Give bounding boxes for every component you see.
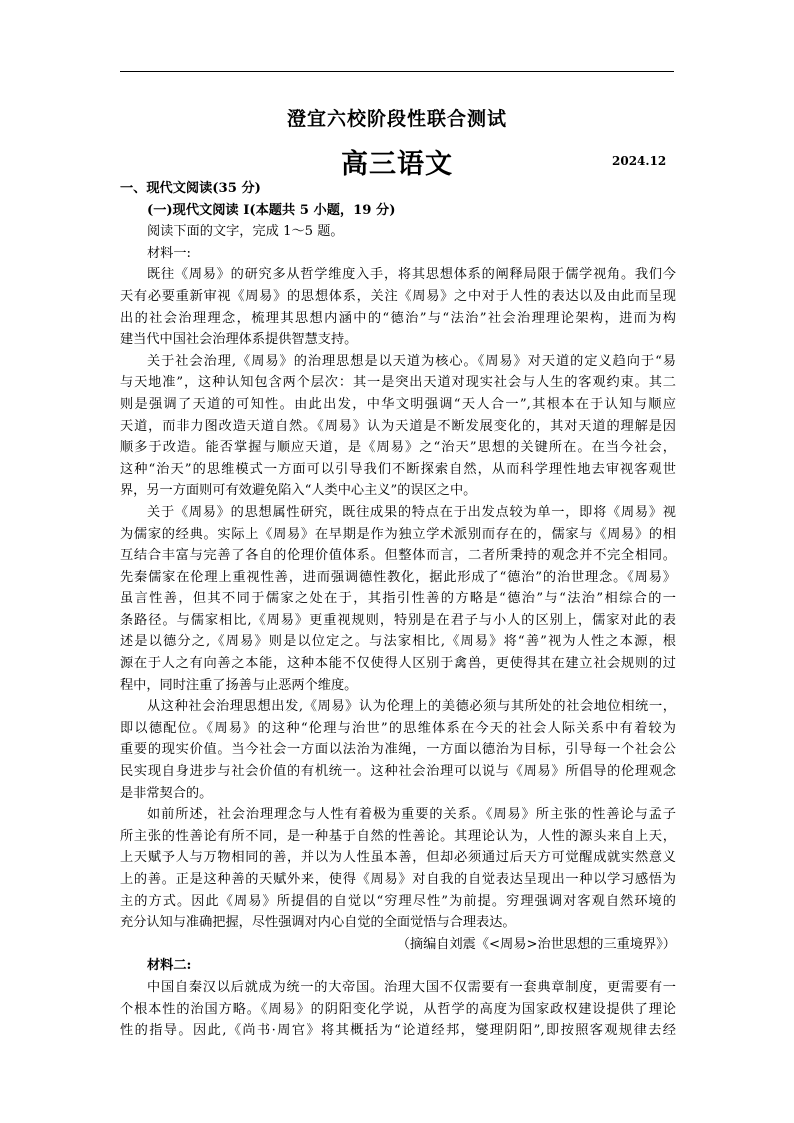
text-line: 性的指导。因此,《尚书·周官》将其概括为“论道经邦，燮理阴阳”,即按照客观规律去经: [120, 1023, 676, 1039]
text-line: 中国自秦汉以后就成为统一的大帝国。治理大国不仅需要有一套典章制度，更需要有一: [147, 979, 676, 995]
text-line: 是非常契合的。: [120, 785, 213, 801]
material-2-label: 材料二:: [147, 958, 192, 974]
text-line: 上的善。正是这种善的天赋外来，使得《周易》对自我的自觉表达呈现出一种以学习感悟为: [120, 872, 676, 887]
text-line: 如前所述，社会治理理念与人性有着极为重要的关系。《周易》所主张的性善论与孟子: [147, 807, 676, 823]
text-line: 关于《周易》的思想属性研究，既往成果的特点在于出发点较为单一，即将《周易》视: [147, 504, 676, 520]
text-line: 与天地准”，这种认知包含两个层次：其一是突出天道对现实社会与人生的客观约束。其二: [120, 375, 676, 391]
text-line: 天有必要重新审视《周易》的思想体系，关注《周易》之中对于人性的表达以及由此而呈现: [120, 288, 676, 304]
text-line: 即以德配位。《周易》的这种“伦理与治世”的思维体系在今天的社会人际关系中有着较为: [120, 720, 676, 736]
text-line: 重要的现实价值。当今社会一方面以法治为准绳，一方面以德治为目标，引导每一个社会公: [120, 742, 676, 758]
text-line: 界，另一方面则可有效避免陷入“人类中心主义”的误区之中。: [120, 483, 477, 499]
subject-title: 高三语文: [341, 149, 453, 180]
text-line: 源在于人之有向善之本能，这种本能不仅使得人区别于禽兽，更使得其在建立社会规则的过: [120, 656, 676, 672]
text-line: 上天赋予人与万物相同的善，并以为人性虽本善，但却必须通过后天方可觉醒成就实然意义: [120, 850, 676, 866]
paragraph-4: [120, 696, 676, 804]
paragraph-3: [120, 502, 676, 696]
text-line: 出的社会治理理念，梳理其思想内涵中的“德治”与“法治”社会治理理论架构，进而为构: [120, 310, 676, 326]
paragraph-6: [120, 977, 676, 1042]
document-body: [120, 178, 676, 1042]
text-line: 程中，同时注重了扬善与止恶两个维度。: [120, 677, 358, 693]
text-line: 所主张的性善论有所不同，是一种基于自然的性善论。其理论认为，人性的源头来自上天，: [120, 828, 676, 844]
text-line: 建当代中国社会治理体系提供智慧支持。: [120, 332, 358, 348]
text-line: 关于社会治理,《周易》的治理思想是以天道为核心。《周易》对天道的定义趋向于“易: [147, 353, 676, 369]
text-line: 虽言性善，但其不同于儒家之处在于，其指引性善的方略是“德治”与“法治”相综合的一: [120, 591, 676, 607]
paragraph-1: [120, 264, 676, 350]
text-line: 民实现自身进步与社会价值的有机统一。这种社会治理可以说与《周易》所倡导的伦理观念: [120, 764, 676, 780]
sub-heading: (一)现代文阅读 I(本题共 5 小题，19 分): [147, 202, 396, 218]
text-line: 顺多于改造。能否掌握与顺应天道，是《周易》之“治天”思想的关键所在。在当今社会，: [120, 440, 676, 456]
text-line: 主的方式。因此《周易》所提倡的自觉以“穷理尽性”为前提。穷理强调对客观自然环境的: [120, 893, 676, 909]
text-line: 互结合丰富与完善了各自的伦理价值体系。但整体而言，二者所秉持的观念并不完全相同。: [120, 548, 676, 564]
text-line: 既往《周易》的研究多从哲学维度入手，将其思想体系的阐释局限于儒学视角。我们今: [147, 267, 676, 283]
paragraph-2: [120, 351, 676, 502]
text-line: 则是强调了天道的可知性。由此出发，中华文明强调“天人合一”,其根本在于认知与顺应: [120, 396, 676, 412]
text-line: 天道，而非力图改造天道自然。《周易》认为天道是不断发展变化的，其对天道的理解是因: [120, 418, 676, 434]
text-line: 条路径。与儒家相比,《周易》更重视规则，特别是在君子与小人的区别上，儒家对此的表: [120, 612, 676, 628]
exam-date: 2024.12: [612, 154, 667, 168]
source-citation: （摘编自刘震《<周易>治世思想的三重境界》）: [396, 936, 676, 952]
paragraph-5: [120, 804, 676, 934]
text-line: 从这种社会治理思想出发,《周易》认为伦理上的美德必须与其所处的社会地位相统一，: [147, 699, 676, 715]
text-line: 为儒家的经典。实际上《周易》在早期是作为独立学术派别而存在的，儒家与《周易》的相: [120, 526, 676, 542]
text-line: 充分认知与准确把握，尽性强调对内心自觉的全面觉悟与合理表达。: [120, 915, 516, 931]
text-line: 个根本性的治国方略。《周易》的阴阳变化学说，从哲学的高度为国家政权建设提供了理论: [120, 1001, 676, 1017]
section-heading: 一、现代文阅读(35 分): [120, 181, 261, 196]
text-line: 这种“治天”的思维模式一方面可以引导我们不断探索自然，从而科学理性地去审视客观世: [120, 461, 676, 477]
text-line: 述是以德分之,《周易》则是以位定之。与法家相比,《周易》将“善”视为人性之本源，根: [120, 634, 676, 650]
instruction: 阅读下面的文字，完成 1～5 题。: [147, 224, 344, 240]
header-rule: [120, 71, 674, 72]
material-1-label: 材料一:: [147, 245, 192, 261]
exam-title: 澄宜六校阶段性联合测试: [286, 108, 507, 130]
text-line: 先秦儒家在伦理上重视性善，进而强调德性教化，据此形成了“德治”的治世理念。《周易》: [120, 569, 676, 585]
